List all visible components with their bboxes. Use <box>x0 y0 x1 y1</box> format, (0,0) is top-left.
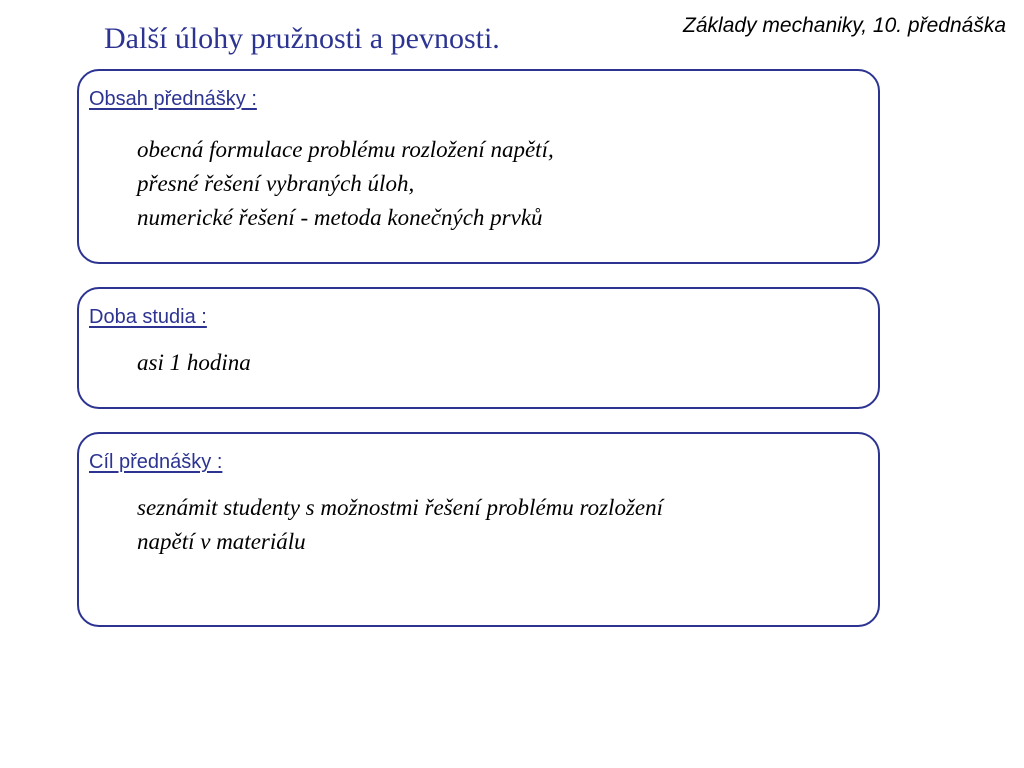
lecture-contents-line: obecná formulace problému rozložení napětí, <box>137 137 554 162</box>
lecture-contents-body <box>137 133 554 235</box>
course-label: Základy mechaniky, 10. přednáška <box>683 14 1006 37</box>
slide-title: Další úlohy pružnosti a pevnosti. <box>104 22 500 55</box>
lecture-goal-line: seznámit studenty s možnostmi řešení problému rozložení <box>137 495 664 520</box>
lecture-goal-box <box>77 432 880 627</box>
lecture-contents-line: přesné řešení vybraných úloh, <box>137 171 415 196</box>
lecture-goal-body <box>137 491 663 559</box>
study-duration-body <box>137 346 251 380</box>
lecture-goal-heading: Cíl přednášky : <box>89 451 223 473</box>
study-duration-box <box>77 287 880 409</box>
lecture-contents-line: numerické řešení - metoda konečných prvků <box>137 205 543 230</box>
lecture-contents-box <box>77 69 880 264</box>
study-duration-line: asi 1 hodina <box>137 350 251 375</box>
lecture-contents-heading: Obsah přednášky : <box>89 88 257 110</box>
study-duration-heading: Doba studia : <box>89 306 207 328</box>
lecture-goal-line: napětí v materiálu <box>137 529 306 554</box>
